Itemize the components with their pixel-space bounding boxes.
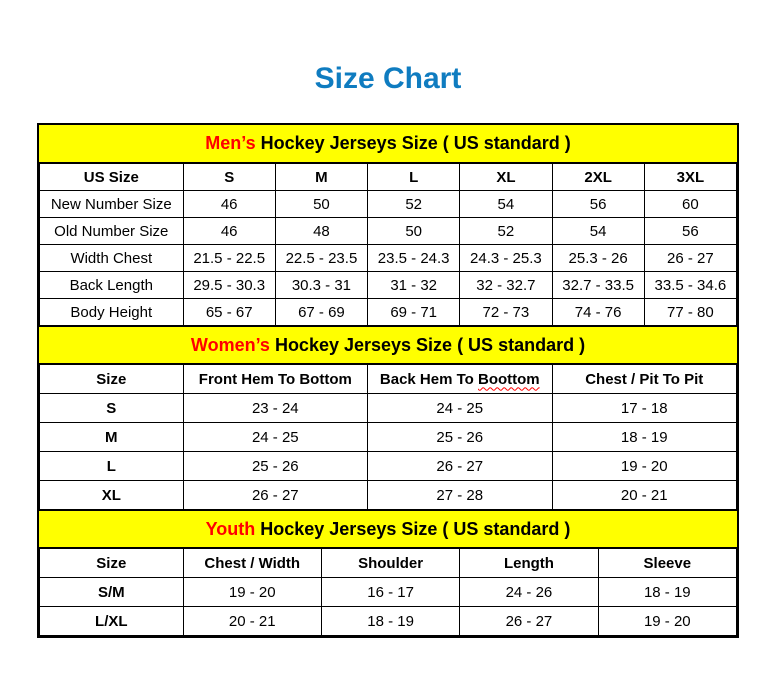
table-cell: 54 <box>552 218 644 245</box>
youth-section-header <box>39 510 737 548</box>
mens-table-row <box>40 272 737 299</box>
table-cell: 20 - 21 <box>183 607 321 636</box>
table-cell: 19 - 20 <box>183 578 321 607</box>
table-cell: 27 - 28 <box>368 481 552 510</box>
row-label: L/XL <box>40 607 184 636</box>
table-cell: 20 - 21 <box>552 481 736 510</box>
youth-col-header: Chest / Width <box>183 549 321 578</box>
table-cell: 67 - 69 <box>275 299 367 326</box>
youth-col-header: Shoulder <box>321 549 459 578</box>
womens-table-row <box>40 481 737 510</box>
table-cell: 46 <box>183 218 275 245</box>
mens-size-table <box>39 163 737 326</box>
womens-section-title: Hockey Jerseys Size ( US standard ) <box>269 334 586 355</box>
table-cell: 26 - 27 <box>183 481 367 510</box>
table-cell: 77 - 80 <box>644 299 736 326</box>
womens-table-row <box>40 452 737 481</box>
womens-table-row <box>40 394 737 423</box>
table-cell: 54 <box>460 191 552 218</box>
youth-size-table <box>39 548 737 636</box>
womens-col-header: Front Hem To Bottom <box>183 365 367 394</box>
mens-section-title: Hockey Jerseys Size ( US standard ) <box>255 133 571 153</box>
table-cell: 26 - 27 <box>460 607 598 636</box>
table-cell: 17 - 18 <box>552 394 736 423</box>
row-label: M <box>40 423 184 452</box>
table-cell: 46 <box>183 191 275 218</box>
table-cell: 26 - 27 <box>644 245 736 272</box>
mens-col-header: 2XL <box>552 164 644 191</box>
table-cell: 69 - 71 <box>368 299 460 326</box>
mens-col-header: L <box>368 164 460 191</box>
womens-col-header: Chest / Pit To Pit <box>552 365 736 394</box>
table-cell: 24.3 - 25.3 <box>460 245 552 272</box>
row-label: XL <box>40 481 184 510</box>
table-cell: 18 - 19 <box>321 607 459 636</box>
womens-section-header <box>39 326 737 364</box>
table-cell: 29.5 - 30.3 <box>183 272 275 299</box>
table-cell: 32 - 32.7 <box>460 272 552 299</box>
row-label: L <box>40 452 184 481</box>
mens-col-header: M <box>275 164 367 191</box>
table-cell: 23.5 - 24.3 <box>368 245 460 272</box>
table-cell: 16 - 17 <box>321 578 459 607</box>
misspelled-word: Boottom <box>478 370 540 388</box>
table-cell: 60 <box>644 191 736 218</box>
mens-section-highlight: Men’s <box>205 133 256 153</box>
row-label: Back Length <box>40 272 184 299</box>
table-cell: 50 <box>275 191 367 218</box>
table-cell: 65 - 67 <box>183 299 275 326</box>
table-cell: 52 <box>460 218 552 245</box>
size-chart-container <box>37 123 739 638</box>
page-title: Size Chart <box>314 62 462 95</box>
table-cell: 56 <box>552 191 644 218</box>
table-cell: 72 - 73 <box>460 299 552 326</box>
mens-col-header: US Size <box>40 164 184 191</box>
womens-header-row <box>40 365 737 394</box>
mens-col-header: 3XL <box>644 164 736 191</box>
table-cell: 21.5 - 22.5 <box>183 245 275 272</box>
womens-col-header: Size <box>40 365 184 394</box>
row-label: New Number Size <box>40 191 184 218</box>
youth-header-row <box>40 549 737 578</box>
youth-section-title: Hockey Jerseys Size ( US standard ) <box>255 518 571 539</box>
womens-col-header <box>368 365 552 394</box>
row-label: Width Chest <box>40 245 184 272</box>
mens-col-header: XL <box>460 164 552 191</box>
table-cell: 25 - 26 <box>368 423 552 452</box>
table-cell: 32.7 - 33.5 <box>552 272 644 299</box>
row-label: S <box>40 394 184 423</box>
table-cell: 24 - 25 <box>368 394 552 423</box>
table-cell: 56 <box>644 218 736 245</box>
table-cell: 26 - 27 <box>368 452 552 481</box>
mens-header-row <box>40 164 737 191</box>
womens-table-row <box>40 423 737 452</box>
table-cell: 25 - 26 <box>183 452 367 481</box>
womens-section-highlight: Women’s <box>190 334 270 355</box>
table-cell: 19 - 20 <box>598 607 736 636</box>
table-cell: 48 <box>275 218 367 245</box>
mens-table-row <box>40 299 737 326</box>
table-cell: 24 - 25 <box>183 423 367 452</box>
youth-table-row <box>40 578 737 607</box>
table-cell: 19 - 20 <box>552 452 736 481</box>
row-label: Body Height <box>40 299 184 326</box>
mens-table-row <box>40 191 737 218</box>
womens-size-table <box>39 364 737 510</box>
table-cell: 50 <box>368 218 460 245</box>
table-cell: 18 - 19 <box>598 578 736 607</box>
table-cell: 24 - 26 <box>460 578 598 607</box>
table-cell: 31 - 32 <box>368 272 460 299</box>
mens-col-header: S <box>183 164 275 191</box>
mens-table-row <box>40 245 737 272</box>
table-cell: 30.3 - 31 <box>275 272 367 299</box>
table-cell: 25.3 - 26 <box>552 245 644 272</box>
youth-col-header: Sleeve <box>598 549 736 578</box>
youth-table-row <box>40 607 737 636</box>
row-label: S/M <box>40 578 184 607</box>
table-cell: 33.5 - 34.6 <box>644 272 736 299</box>
mens-section-header <box>39 125 737 163</box>
row-label: Old Number Size <box>40 218 184 245</box>
youth-col-header: Size <box>40 549 184 578</box>
mens-table-row <box>40 218 737 245</box>
womens-col-header-text: Back Hem To <box>379 370 478 388</box>
table-cell: 18 - 19 <box>552 423 736 452</box>
table-cell: 23 - 24 <box>183 394 367 423</box>
table-cell: 22.5 - 23.5 <box>275 245 367 272</box>
table-cell: 52 <box>368 191 460 218</box>
youth-col-header: Length <box>460 549 598 578</box>
youth-section-highlight: Youth <box>205 518 256 539</box>
table-cell: 74 - 76 <box>552 299 644 326</box>
